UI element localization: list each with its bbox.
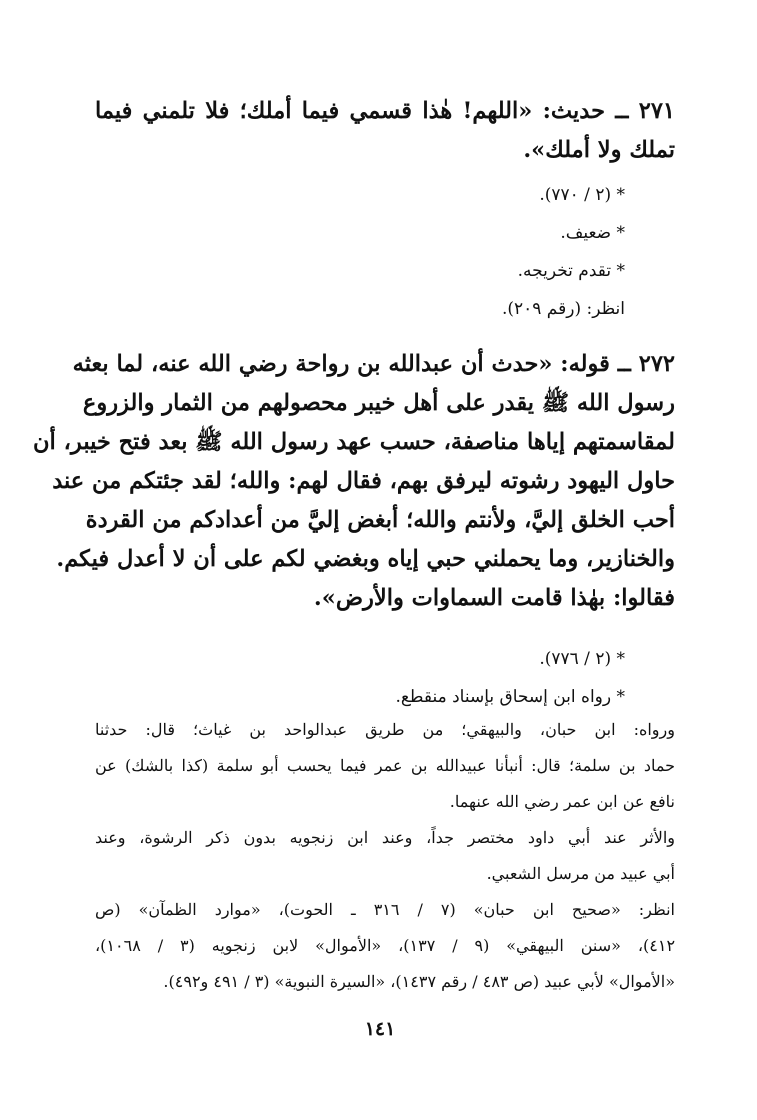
note-line-3: نافع عن ابن عمر رضي الله عنهما. — [449, 792, 675, 811]
note-line-2: حماد بن سلمة؛ قال: أنبأنا عبيدالله بن عمر فيما يحسب أبو سلمة (كذا بالشك) عن — [95, 756, 675, 775]
entry-272-text — [33, 345, 675, 618]
entry-271-item-grade: * ضعيف. — [560, 223, 625, 243]
entry-272-line-6: والخنازير، وما يحملني حبي إياه وبغضي لكم على أن لا أعدل فيكم. — [56, 546, 675, 572]
entry-272-item-ref: * (٢ / ٧٧٦). — [539, 649, 625, 669]
entry-272-line-7: فقالوا: بهٰذا قامت السماوات والأرض». — [313, 585, 675, 611]
entry-272-line-2: رسول الله ﷺ يقدر على أهل خيبر محصولهم من الثمار والزروع — [82, 390, 675, 416]
entry-271-line-2: تملك ولا أملك». — [523, 137, 675, 163]
note-line-6: انظر: «صحيح ابن حبان» (٧ / ٣١٦ ـ الحوت)، «موارد الظمآن» (ص — [95, 900, 675, 919]
entry-272-items — [95, 640, 625, 716]
note-line-8: «الأموال» لأبي عبيد (ص ٤٨٣ / رقم ١٤٣٧)، «السيرة النبوية» (٣ / ٤٩١ و٤٩٢). — [163, 972, 675, 991]
entry-272-line-5: أحب الخلق إليَّ، ولأنتم والله؛ أبغض إليَّ من أعدادكم من القردة — [85, 507, 675, 533]
note-line-1: ورواه: ابن حبان، والبيهقي؛ من طريق عبدالواحد بن غياث؛ قال: حدثنا — [95, 720, 675, 739]
entry-272-notes — [95, 712, 675, 1000]
entry-271-item-note: * تقدم تخريجه. — [517, 261, 625, 281]
page-number: ١٤١ — [364, 1018, 396, 1040]
entry-272-line-4: حاول اليهود رشوته ليرفق بهم، فقال لهم: والله؛ لقد جئتكم من عند — [52, 468, 675, 494]
note-line-5: أبي عبيد من مرسل الشعبي. — [486, 864, 675, 883]
entry-271-item-ref: * (٢ / ٧٧٠). — [539, 185, 625, 205]
note-line-7: ٤١٢)، «سنن البيهقي» (٩ / ١٣٧)، «الأموال» لابن زنجويه (٣ / ١٠٦٨)، — [95, 936, 676, 955]
entry-271-text — [95, 92, 675, 170]
entry-271-items — [95, 176, 625, 328]
entry-272-line-3: لمقاسمتهم إياها مناصفة، حسب عهد رسول الله ﷺ بعد فتح خيبر، أن — [33, 429, 675, 455]
entry-272-line-1: ٢٧٢ ــ قوله: «حدث أن عبدالله بن رواحة رضي الله عنه، لما بعثه — [72, 351, 675, 377]
entry-271-item-see: انظر: (رقم ٢٠٩). — [501, 299, 625, 319]
entry-271-line-1: ٢٧١ ــ حديث: «اللهم! هٰذا قسمي فيما أملك؛ فلا تلمني فيما — [95, 98, 675, 124]
entry-272-item-grade: * رواه ابن إسحاق بإسناد منقطع. — [395, 687, 625, 707]
note-line-4: والأثر عند أبي داود مختصر جداً، وعند ابن زنجويه بدون ذكر الرشوة، وعند — [95, 828, 675, 847]
